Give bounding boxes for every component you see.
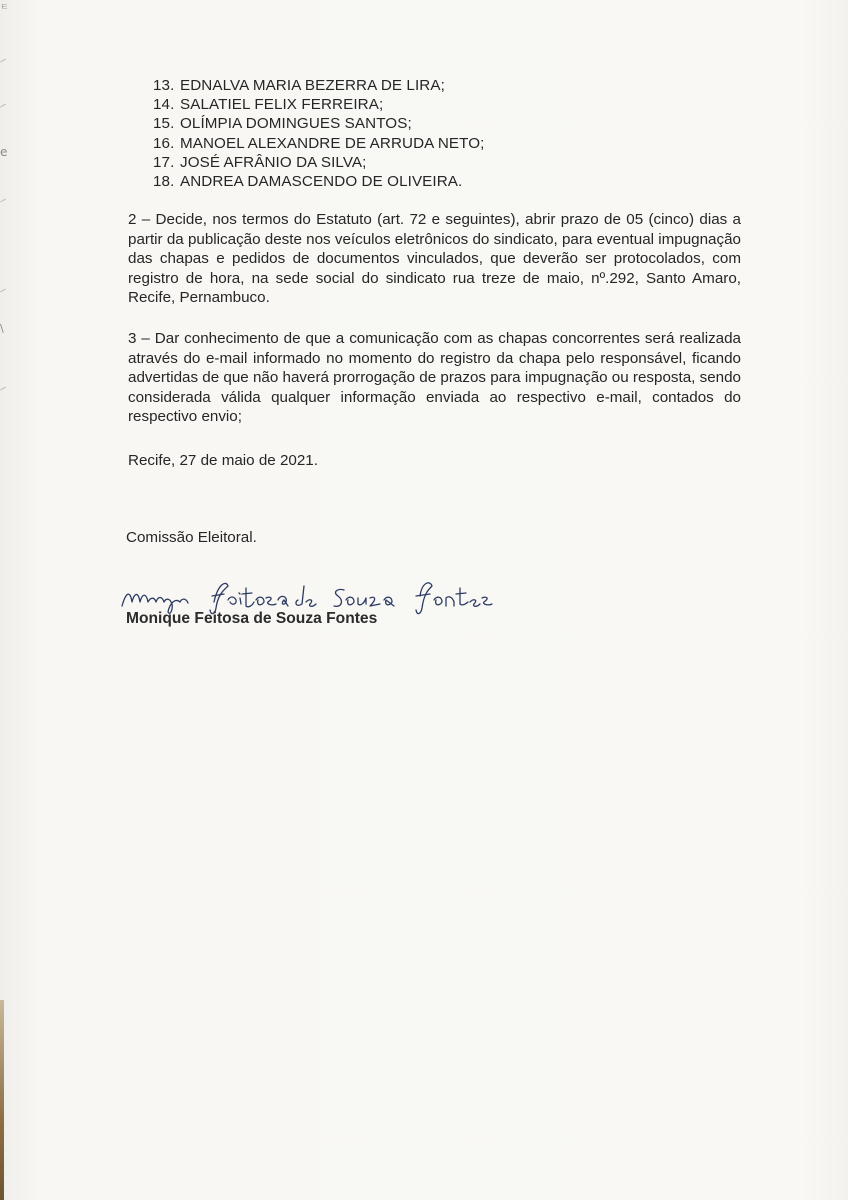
list-item-number: 14. xyxy=(153,96,175,114)
list-item-name: SALATIEL FELIX FERREIRA; xyxy=(180,96,384,114)
list-item xyxy=(153,114,485,133)
signer-name: Monique Feitosa de Souza Fontes xyxy=(126,610,378,627)
scan-artifact: \ xyxy=(0,322,4,335)
list-item-number: 18. xyxy=(153,173,175,191)
list-item xyxy=(153,95,485,114)
scan-artifact-line xyxy=(0,387,6,391)
scan-artifact-line xyxy=(0,59,6,63)
list-item xyxy=(153,134,485,153)
scan-artifact-line xyxy=(0,104,6,108)
scan-artifact: e xyxy=(0,145,8,159)
list-item xyxy=(153,76,485,95)
list-item-number: 17. xyxy=(153,153,175,171)
list-item-number: 15. xyxy=(153,115,175,133)
list-item-name: EDNALVA MARIA BEZERRA DE LIRA; xyxy=(180,77,445,94)
scan-artifact-line xyxy=(0,199,6,203)
list-item xyxy=(153,172,485,191)
list-item-number: 13. xyxy=(153,77,175,94)
paragraph-communication: 3 – Dar conhecimento de que a comunicação com as chapas concorrentes será realizada através do e-mail informado no momento do registro da chapa pelo responsável, ficando advertidas de que não haverá prorrogação de prazos para impugnação ou resposta, sendo considerada válida qualquer informação enviada ao respectivo e-mail, contados do respectivo envio; xyxy=(128,330,741,426)
scan-edge-shadow xyxy=(0,1000,4,1200)
scan-artifact: ㅌ xyxy=(0,3,9,13)
list-item xyxy=(153,153,485,172)
list-item-name: ANDREA DAMASCENDO DE OLIVEIRA. xyxy=(180,173,463,191)
list-item-name: MANOEL ALEXANDRE DE ARRUDA NETO; xyxy=(180,134,485,152)
date-line: Recife, 27 de maio de 2021. xyxy=(128,452,318,469)
member-list xyxy=(153,76,485,191)
list-item-number: 16. xyxy=(153,134,175,152)
scan-artifact-line xyxy=(0,289,6,293)
paragraph-deadline: 2 – Decide, nos termos do Estatuto (art. 72 e seguintes), abrir prazo de 05 (cinco) dias a partir da publicação deste nos veículos eletrônicos do sindicato, para eventual impugnação das chapas e pedidos de documentos vinculados, que deverão ser protocolados, com registro de hora, na sede social do sindicato rua treze de maio, nº.292, Santo Amaro, Recife, Pernambuco. xyxy=(128,211,741,307)
list-item-name: JOSÉ AFRÂNIO DA SILVA; xyxy=(180,153,367,171)
list-item-name: OLÍMPIA DOMINGUES SANTOS; xyxy=(180,115,412,133)
commission-label: Comissão Eleitoral. xyxy=(126,529,257,546)
